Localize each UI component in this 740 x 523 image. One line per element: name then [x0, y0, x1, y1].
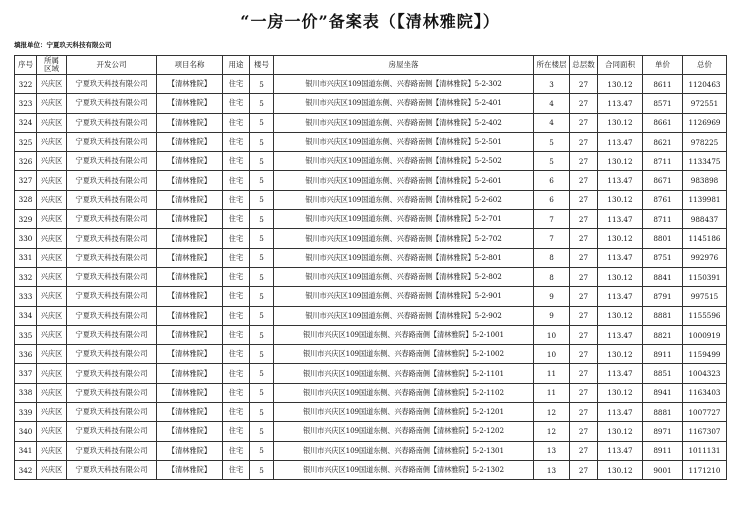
area-cell: 113.47 [598, 441, 643, 460]
usage-cell: 住宅 [223, 345, 250, 364]
table-row [15, 248, 727, 267]
building-cell: 5 [250, 190, 274, 209]
region-cell: 兴庆区 [37, 229, 67, 248]
total-price-cell: 1167307 [683, 422, 727, 441]
unit-price-cell: 8941 [643, 383, 683, 402]
table-row [15, 441, 727, 460]
project-cell: 【清林雅院】 [157, 152, 223, 171]
floor-cell: 10 [534, 345, 570, 364]
building-cell: 5 [250, 383, 274, 402]
usage-cell: 住宅 [223, 422, 250, 441]
project-cell: 【清林雅院】 [157, 210, 223, 229]
floor-cell: 6 [534, 171, 570, 190]
region-cell: 兴庆区 [37, 345, 67, 364]
total-price-cell: 1126969 [683, 113, 727, 132]
col-header: 序号 [15, 56, 37, 75]
table-row [15, 267, 727, 286]
unit-price-cell: 8851 [643, 364, 683, 383]
developer-cell: 宁夏玖天科技有限公司 [67, 152, 157, 171]
total-price-cell: 1133475 [683, 152, 727, 171]
total-price-cell: 1159499 [683, 345, 727, 364]
address-cell: 银川市兴庆区109国道东侧、兴春路南侧【清林雅院】5-2-902 [274, 306, 534, 325]
address-cell: 银川市兴庆区109国道东侧、兴春路南侧【清林雅院】5-2-1201 [274, 403, 534, 422]
area-cell: 130.12 [598, 460, 643, 479]
unit-price-cell: 8911 [643, 345, 683, 364]
row-number: 324 [15, 113, 37, 132]
project-cell: 【清林雅院】 [157, 287, 223, 306]
floor-cell: 3 [534, 75, 570, 94]
usage-cell: 住宅 [223, 306, 250, 325]
project-cell: 【清林雅院】 [157, 171, 223, 190]
total-floors-cell: 27 [570, 190, 598, 209]
row-number: 328 [15, 190, 37, 209]
region-cell: 兴庆区 [37, 422, 67, 441]
area-cell: 113.47 [598, 403, 643, 422]
region-cell: 兴庆区 [37, 75, 67, 94]
floor-cell: 12 [534, 403, 570, 422]
project-cell: 【清林雅院】 [157, 325, 223, 344]
address-cell: 银川市兴庆区109国道东侧、兴春路南侧【清林雅院】5-2-1002 [274, 345, 534, 364]
developer-cell: 宁夏玖天科技有限公司 [67, 325, 157, 344]
usage-cell: 住宅 [223, 113, 250, 132]
col-header: 总层数 [570, 56, 598, 75]
unit-price-cell: 8801 [643, 229, 683, 248]
developer-cell: 宁夏玖天科技有限公司 [67, 132, 157, 151]
total-floors-cell: 27 [570, 132, 598, 151]
table-body [15, 75, 727, 480]
unit-price-cell: 8671 [643, 171, 683, 190]
col-header: 总价 [683, 56, 727, 75]
building-cell: 5 [250, 94, 274, 113]
developer-cell: 宁夏玖天科技有限公司 [67, 345, 157, 364]
total-price-cell: 1011131 [683, 441, 727, 460]
project-cell: 【清林雅院】 [157, 345, 223, 364]
floor-cell: 13 [534, 460, 570, 479]
building-cell: 5 [250, 171, 274, 190]
row-number: 331 [15, 248, 37, 267]
col-header: 楼号 [250, 56, 274, 75]
area-cell: 130.12 [598, 113, 643, 132]
area-cell: 113.47 [598, 132, 643, 151]
region-cell: 兴庆区 [37, 306, 67, 325]
unit-price-cell: 8881 [643, 306, 683, 325]
total-floors-cell: 27 [570, 403, 598, 422]
floor-cell: 7 [534, 210, 570, 229]
col-header: 合同面积 [598, 56, 643, 75]
building-cell: 5 [250, 325, 274, 344]
address-cell: 银川市兴庆区109国道东侧、兴春路南侧【清林雅院】5-2-401 [274, 94, 534, 113]
floor-cell: 4 [534, 113, 570, 132]
usage-cell: 住宅 [223, 325, 250, 344]
usage-cell: 住宅 [223, 132, 250, 151]
building-cell: 5 [250, 210, 274, 229]
area-cell: 113.47 [598, 94, 643, 113]
total-floors-cell: 27 [570, 171, 598, 190]
total-floors-cell: 27 [570, 345, 598, 364]
region-cell: 兴庆区 [37, 287, 67, 306]
region-cell: 兴庆区 [37, 364, 67, 383]
project-cell: 【清林雅院】 [157, 383, 223, 402]
address-cell: 银川市兴庆区109国道东侧、兴春路南侧【清林雅院】5-2-302 [274, 75, 534, 94]
total-floors-cell: 27 [570, 75, 598, 94]
address-cell: 银川市兴庆区109国道东侧、兴春路南侧【清林雅院】5-2-1102 [274, 383, 534, 402]
area-cell: 130.12 [598, 383, 643, 402]
area-cell: 130.12 [598, 267, 643, 286]
row-number: 334 [15, 306, 37, 325]
floor-cell: 5 [534, 152, 570, 171]
usage-cell: 住宅 [223, 364, 250, 383]
row-number: 323 [15, 94, 37, 113]
row-number: 342 [15, 460, 37, 479]
total-price-cell: 1120463 [683, 75, 727, 94]
usage-cell: 住宅 [223, 210, 250, 229]
area-cell: 130.12 [598, 190, 643, 209]
region-cell: 兴庆区 [37, 113, 67, 132]
building-cell: 5 [250, 422, 274, 441]
area-cell: 130.12 [598, 345, 643, 364]
building-cell: 5 [250, 113, 274, 132]
unit-price-cell: 8911 [643, 441, 683, 460]
unit-price-cell: 8711 [643, 210, 683, 229]
row-number: 336 [15, 345, 37, 364]
total-price-cell: 988437 [683, 210, 727, 229]
usage-cell: 住宅 [223, 248, 250, 267]
total-price-cell: 992976 [683, 248, 727, 267]
developer-cell: 宁夏玖天科技有限公司 [67, 210, 157, 229]
region-cell: 兴庆区 [37, 383, 67, 402]
developer-cell: 宁夏玖天科技有限公司 [67, 229, 157, 248]
table-row [15, 152, 727, 171]
total-floors-cell: 27 [570, 383, 598, 402]
table-row [15, 94, 727, 113]
usage-cell: 住宅 [223, 94, 250, 113]
floor-cell: 12 [534, 422, 570, 441]
total-floors-cell: 27 [570, 422, 598, 441]
total-price-cell: 1000919 [683, 325, 727, 344]
table-row [15, 345, 727, 364]
total-price-cell: 1150391 [683, 267, 727, 286]
project-cell: 【清林雅院】 [157, 364, 223, 383]
address-cell: 银川市兴庆区109国道东侧、兴春路南侧【清林雅院】5-2-501 [274, 132, 534, 151]
address-cell: 银川市兴庆区109国道东侧、兴春路南侧【清林雅院】5-2-901 [274, 287, 534, 306]
address-cell: 银川市兴庆区109国道东侧、兴春路南侧【清林雅院】5-2-701 [274, 210, 534, 229]
row-number: 329 [15, 210, 37, 229]
developer-cell: 宁夏玖天科技有限公司 [67, 441, 157, 460]
building-cell: 5 [250, 441, 274, 460]
project-cell: 【清林雅院】 [157, 460, 223, 479]
area-cell: 130.12 [598, 75, 643, 94]
row-number: 325 [15, 132, 37, 151]
total-floors-cell: 27 [570, 460, 598, 479]
floor-cell: 9 [534, 306, 570, 325]
address-cell: 银川市兴庆区109国道东侧、兴春路南侧【清林雅院】5-2-1302 [274, 460, 534, 479]
area-cell: 113.47 [598, 364, 643, 383]
address-cell: 银川市兴庆区109国道东侧、兴春路南侧【清林雅院】5-2-1001 [274, 325, 534, 344]
developer-cell: 宁夏玖天科技有限公司 [67, 113, 157, 132]
usage-cell: 住宅 [223, 171, 250, 190]
developer-cell: 宁夏玖天科技有限公司 [67, 94, 157, 113]
total-price-cell: 1155596 [683, 306, 727, 325]
developer-cell: 宁夏玖天科技有限公司 [67, 422, 157, 441]
address-cell: 银川市兴庆区109国道东侧、兴春路南侧【清林雅院】5-2-702 [274, 229, 534, 248]
floor-cell: 7 [534, 229, 570, 248]
project-cell: 【清林雅院】 [157, 441, 223, 460]
total-floors-cell: 27 [570, 364, 598, 383]
row-number: 338 [15, 383, 37, 402]
total-price-cell: 1004323 [683, 364, 727, 383]
project-cell: 【清林雅院】 [157, 132, 223, 151]
building-cell: 5 [250, 248, 274, 267]
total-price-cell: 1007727 [683, 403, 727, 422]
row-number: 332 [15, 267, 37, 286]
project-cell: 【清林雅院】 [157, 113, 223, 132]
table-row [15, 113, 727, 132]
row-number: 340 [15, 422, 37, 441]
unit-price-cell: 8751 [643, 248, 683, 267]
address-cell: 银川市兴庆区109国道东侧、兴春路南侧【清林雅院】5-2-502 [274, 152, 534, 171]
total-price-cell: 1145186 [683, 229, 727, 248]
building-cell: 5 [250, 306, 274, 325]
unit-price-cell: 8761 [643, 190, 683, 209]
usage-cell: 住宅 [223, 152, 250, 171]
floor-cell: 8 [534, 248, 570, 267]
area-cell: 113.47 [598, 287, 643, 306]
col-header: 房屋坐落 [274, 56, 534, 75]
unit-price-cell: 8611 [643, 75, 683, 94]
total-price-cell: 978225 [683, 132, 727, 151]
total-floors-cell: 27 [570, 267, 598, 286]
usage-cell: 住宅 [223, 403, 250, 422]
total-floors-cell: 27 [570, 248, 598, 267]
address-cell: 银川市兴庆区109国道东侧、兴春路南侧【清林雅院】5-2-801 [274, 248, 534, 267]
unit-price-cell: 8971 [643, 422, 683, 441]
total-floors-cell: 27 [570, 306, 598, 325]
region-cell: 兴庆区 [37, 325, 67, 344]
project-cell: 【清林雅院】 [157, 75, 223, 94]
project-cell: 【清林雅院】 [157, 190, 223, 209]
building-cell: 5 [250, 364, 274, 383]
total-floors-cell: 27 [570, 287, 598, 306]
region-cell: 兴庆区 [37, 403, 67, 422]
address-cell: 银川市兴庆区109国道东侧、兴春路南侧【清林雅院】5-2-402 [274, 113, 534, 132]
usage-cell: 住宅 [223, 383, 250, 402]
project-cell: 【清林雅院】 [157, 306, 223, 325]
usage-cell: 住宅 [223, 229, 250, 248]
floor-cell: 4 [534, 94, 570, 113]
table-row [15, 460, 727, 479]
row-number: 327 [15, 171, 37, 190]
project-cell: 【清林雅院】 [157, 422, 223, 441]
developer-cell: 宁夏玖天科技有限公司 [67, 383, 157, 402]
developer-cell: 宁夏玖天科技有限公司 [67, 403, 157, 422]
total-floors-cell: 27 [570, 441, 598, 460]
address-cell: 银川市兴庆区109国道东侧、兴春路南侧【清林雅院】5-2-602 [274, 190, 534, 209]
filing-table [14, 55, 727, 480]
table-row [15, 75, 727, 94]
developer-cell: 宁夏玖天科技有限公司 [67, 306, 157, 325]
address-cell: 银川市兴庆区109国道东侧、兴春路南侧【清林雅院】5-2-1301 [274, 441, 534, 460]
area-cell: 130.12 [598, 306, 643, 325]
table-row [15, 132, 727, 151]
floor-cell: 11 [534, 364, 570, 383]
col-header: 所属 区域 [37, 56, 67, 75]
floor-cell: 11 [534, 383, 570, 402]
total-floors-cell: 27 [570, 152, 598, 171]
usage-cell: 住宅 [223, 287, 250, 306]
col-header: 用途 [223, 56, 250, 75]
developer-cell: 宁夏玖天科技有限公司 [67, 287, 157, 306]
developer-cell: 宁夏玖天科技有限公司 [67, 248, 157, 267]
row-number: 333 [15, 287, 37, 306]
developer-cell: 宁夏玖天科技有限公司 [67, 267, 157, 286]
area-cell: 113.47 [598, 248, 643, 267]
total-price-cell: 983898 [683, 171, 727, 190]
usage-cell: 住宅 [223, 190, 250, 209]
region-cell: 兴庆区 [37, 171, 67, 190]
table-row [15, 229, 727, 248]
usage-cell: 住宅 [223, 441, 250, 460]
building-cell: 5 [250, 403, 274, 422]
table-row [15, 422, 727, 441]
page-title: “一房一价”备案表（【清林雅院】） [240, 12, 500, 31]
developer-cell: 宁夏玖天科技有限公司 [67, 171, 157, 190]
total-price-cell: 1171210 [683, 460, 727, 479]
project-cell: 【清林雅院】 [157, 229, 223, 248]
table-row [15, 325, 727, 344]
region-cell: 兴庆区 [37, 152, 67, 171]
unit-price-cell: 8821 [643, 325, 683, 344]
area-cell: 113.47 [598, 325, 643, 344]
project-cell: 【清林雅院】 [157, 248, 223, 267]
region-cell: 兴庆区 [37, 267, 67, 286]
table-row [15, 383, 727, 402]
floor-cell: 6 [534, 190, 570, 209]
unit-price-cell: 9001 [643, 460, 683, 479]
floor-cell: 5 [534, 132, 570, 151]
col-header: 所在楼层 [534, 56, 570, 75]
table-row [15, 210, 727, 229]
building-cell: 5 [250, 132, 274, 151]
unit-price-cell: 8791 [643, 287, 683, 306]
building-cell: 5 [250, 267, 274, 286]
table-row [15, 403, 727, 422]
region-cell: 兴庆区 [37, 94, 67, 113]
building-cell: 5 [250, 75, 274, 94]
developer-cell: 宁夏玖天科技有限公司 [67, 190, 157, 209]
building-cell: 5 [250, 287, 274, 306]
total-floors-cell: 27 [570, 94, 598, 113]
col-header: 项目名称 [157, 56, 223, 75]
total-price-cell: 1139981 [683, 190, 727, 209]
table-row [15, 364, 727, 383]
region-cell: 兴庆区 [37, 210, 67, 229]
project-cell: 【清林雅院】 [157, 403, 223, 422]
col-header: 单价 [643, 56, 683, 75]
row-number: 335 [15, 325, 37, 344]
developer-cell: 宁夏玖天科技有限公司 [67, 364, 157, 383]
floor-cell: 10 [534, 325, 570, 344]
region-cell: 兴庆区 [37, 190, 67, 209]
total-floors-cell: 27 [570, 113, 598, 132]
unit-price-cell: 8881 [643, 403, 683, 422]
usage-cell: 住宅 [223, 460, 250, 479]
filing-unit: 填报单位：宁夏玖天科技有限公司 [14, 41, 112, 49]
region-cell: 兴庆区 [37, 460, 67, 479]
floor-cell: 9 [534, 287, 570, 306]
building-cell: 5 [250, 345, 274, 364]
region-cell: 兴庆区 [37, 441, 67, 460]
area-cell: 130.12 [598, 152, 643, 171]
table-row [15, 171, 727, 190]
row-number: 322 [15, 75, 37, 94]
table-row [15, 306, 727, 325]
building-cell: 5 [250, 460, 274, 479]
building-cell: 5 [250, 229, 274, 248]
region-cell: 兴庆区 [37, 132, 67, 151]
developer-cell: 宁夏玖天科技有限公司 [67, 460, 157, 479]
project-cell: 【清林雅院】 [157, 267, 223, 286]
total-floors-cell: 27 [570, 210, 598, 229]
row-number: 341 [15, 441, 37, 460]
usage-cell: 住宅 [223, 75, 250, 94]
area-cell: 130.12 [598, 422, 643, 441]
row-number: 330 [15, 229, 37, 248]
row-number: 339 [15, 403, 37, 422]
unit-price-cell: 8841 [643, 267, 683, 286]
area-cell: 113.47 [598, 171, 643, 190]
area-cell: 113.47 [598, 210, 643, 229]
region-cell: 兴庆区 [37, 248, 67, 267]
table-row [15, 287, 727, 306]
floor-cell: 8 [534, 267, 570, 286]
table-row [15, 190, 727, 209]
unit-price-cell: 8661 [643, 113, 683, 132]
total-price-cell: 1163403 [683, 383, 727, 402]
address-cell: 银川市兴庆区109国道东侧、兴春路南侧【清林雅院】5-2-601 [274, 171, 534, 190]
total-price-cell: 972551 [683, 94, 727, 113]
address-cell: 银川市兴庆区109国道东侧、兴春路南侧【清林雅院】5-2-1101 [274, 364, 534, 383]
unit-price-cell: 8571 [643, 94, 683, 113]
col-header: 开发公司 [67, 56, 157, 75]
address-cell: 银川市兴庆区109国道东侧、兴春路南侧【清林雅院】5-2-802 [274, 267, 534, 286]
header-row [15, 56, 727, 75]
row-number: 337 [15, 364, 37, 383]
address-cell: 银川市兴庆区109国道东侧、兴春路南侧【清林雅院】5-2-1202 [274, 422, 534, 441]
unit-price-cell: 8621 [643, 132, 683, 151]
building-cell: 5 [250, 152, 274, 171]
project-cell: 【清林雅院】 [157, 94, 223, 113]
total-floors-cell: 27 [570, 229, 598, 248]
total-price-cell: 997515 [683, 287, 727, 306]
area-cell: 130.12 [598, 229, 643, 248]
row-number: 326 [15, 152, 37, 171]
floor-cell: 13 [534, 441, 570, 460]
total-floors-cell: 27 [570, 325, 598, 344]
unit-price-cell: 8711 [643, 152, 683, 171]
usage-cell: 住宅 [223, 267, 250, 286]
developer-cell: 宁夏玖天科技有限公司 [67, 75, 157, 94]
